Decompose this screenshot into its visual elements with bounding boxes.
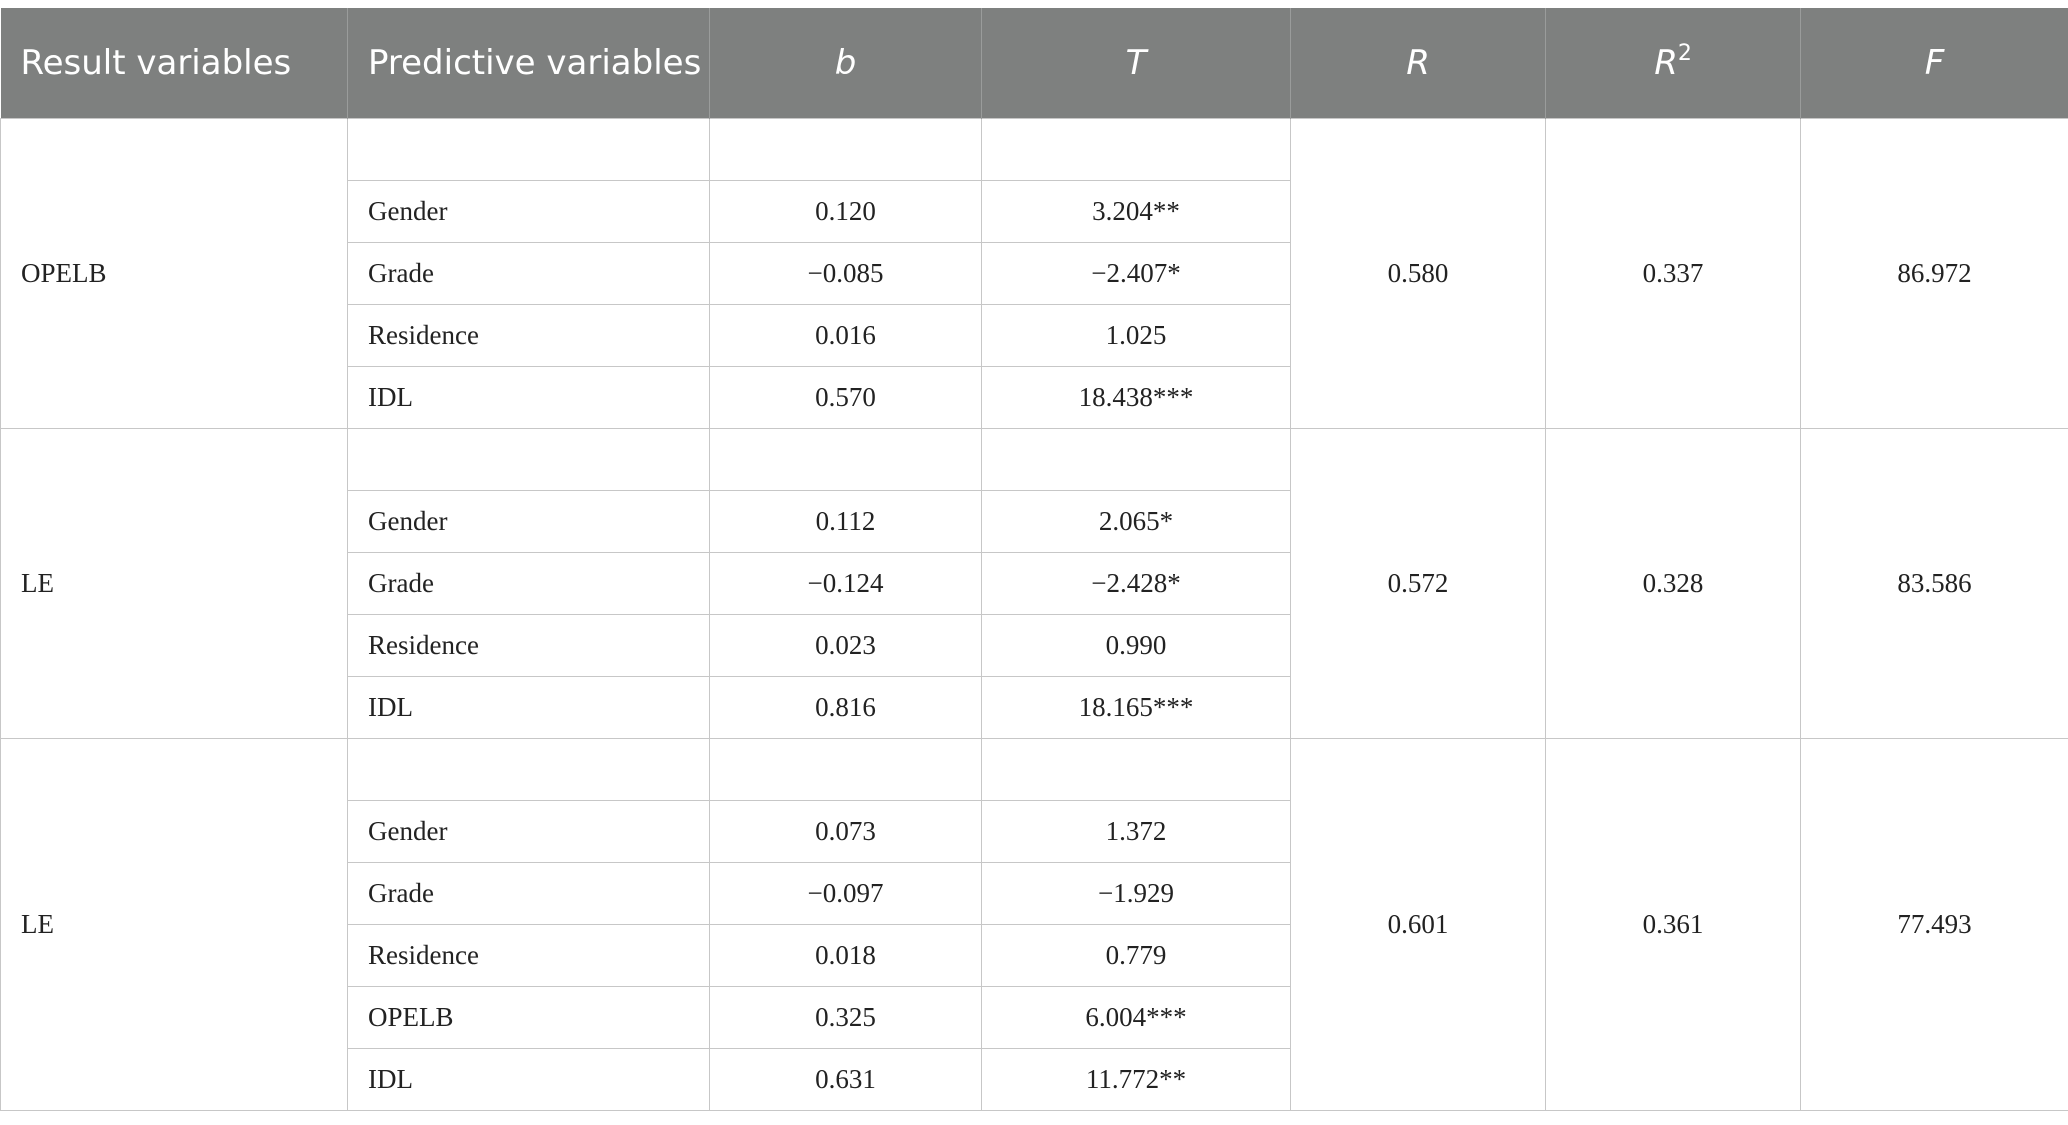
r-squared-value-cell: 0.328 [1546, 429, 1801, 739]
t-value-cell: 3.204** [982, 181, 1291, 243]
header-r-squared [1546, 8, 1801, 119]
table-row [1, 739, 2068, 801]
predictive-variable-cell: IDL [348, 367, 710, 429]
r-squared-value-cell: 0.337 [1546, 119, 1801, 429]
f-value-cell: 77.493 [1801, 739, 2068, 1111]
b-value-cell: 0.112 [710, 491, 982, 553]
result-variable-cell: LE [1, 429, 348, 739]
table-row [1, 119, 2068, 181]
b-value-cell [710, 429, 982, 491]
header-r-squared-base: R [1654, 43, 1678, 83]
header-r: R [1291, 8, 1546, 119]
b-value-cell: 0.631 [710, 1049, 982, 1111]
predictive-variable-cell: Grade [348, 863, 710, 925]
t-value-cell: 18.438*** [982, 367, 1291, 429]
b-value-cell: −0.085 [710, 243, 982, 305]
header-row [1, 8, 2068, 119]
result-variable-cell: OPELB [1, 119, 348, 429]
t-value-cell: −2.428* [982, 553, 1291, 615]
header-r-squared-exponent: 2 [1677, 41, 1692, 66]
t-value-cell [982, 739, 1291, 801]
b-value-cell: 0.016 [710, 305, 982, 367]
table-body [1, 119, 2068, 1111]
r-value-cell: 0.601 [1291, 739, 1546, 1111]
r-value-cell: 0.572 [1291, 429, 1546, 739]
t-value-cell: 18.165*** [982, 677, 1291, 739]
t-value-cell [982, 119, 1291, 181]
predictive-variable-cell [348, 739, 710, 801]
header-f: F [1801, 8, 2068, 119]
predictive-variable-cell: Residence [348, 615, 710, 677]
f-value-cell: 83.586 [1801, 429, 2068, 739]
table-row [1, 429, 2068, 491]
b-value-cell: −0.097 [710, 863, 982, 925]
regression-table [0, 8, 2068, 1111]
result-variable-cell: LE [1, 739, 348, 1111]
predictive-variable-cell: Grade [348, 243, 710, 305]
t-value-cell: 0.779 [982, 925, 1291, 987]
predictive-variable-cell: OPELB [348, 987, 710, 1049]
predictive-variable-cell [348, 119, 710, 181]
predictive-variable-cell: IDL [348, 677, 710, 739]
header-b: b [710, 8, 982, 119]
b-value-cell: 0.570 [710, 367, 982, 429]
predictive-variable-cell: Grade [348, 553, 710, 615]
t-value-cell: 6.004*** [982, 987, 1291, 1049]
b-value-cell: −0.124 [710, 553, 982, 615]
header-t: T [982, 8, 1291, 119]
t-value-cell: 1.372 [982, 801, 1291, 863]
header-predictive-variables: Predictive variables [348, 8, 710, 119]
b-value-cell: 0.073 [710, 801, 982, 863]
t-value-cell: 11.772** [982, 1049, 1291, 1111]
predictive-variable-cell: Gender [348, 181, 710, 243]
t-value-cell: 0.990 [982, 615, 1291, 677]
t-value-cell: −1.929 [982, 863, 1291, 925]
b-value-cell: 0.023 [710, 615, 982, 677]
predictive-variable-cell: Gender [348, 801, 710, 863]
r-squared-value-cell: 0.361 [1546, 739, 1801, 1111]
predictive-variable-cell: Residence [348, 305, 710, 367]
header-result-variables: Result variables [1, 8, 348, 119]
b-value-cell [710, 739, 982, 801]
predictive-variable-cell: IDL [348, 1049, 710, 1111]
t-value-cell [982, 429, 1291, 491]
t-value-cell: 2.065* [982, 491, 1291, 553]
r-value-cell: 0.580 [1291, 119, 1546, 429]
b-value-cell: 0.120 [710, 181, 982, 243]
predictive-variable-cell: Gender [348, 491, 710, 553]
b-value-cell: 0.018 [710, 925, 982, 987]
b-value-cell: 0.816 [710, 677, 982, 739]
b-value-cell: 0.325 [710, 987, 982, 1049]
t-value-cell: 1.025 [982, 305, 1291, 367]
f-value-cell: 86.972 [1801, 119, 2068, 429]
predictive-variable-cell: Residence [348, 925, 710, 987]
predictive-variable-cell [348, 429, 710, 491]
t-value-cell: −2.407* [982, 243, 1291, 305]
b-value-cell [710, 119, 982, 181]
